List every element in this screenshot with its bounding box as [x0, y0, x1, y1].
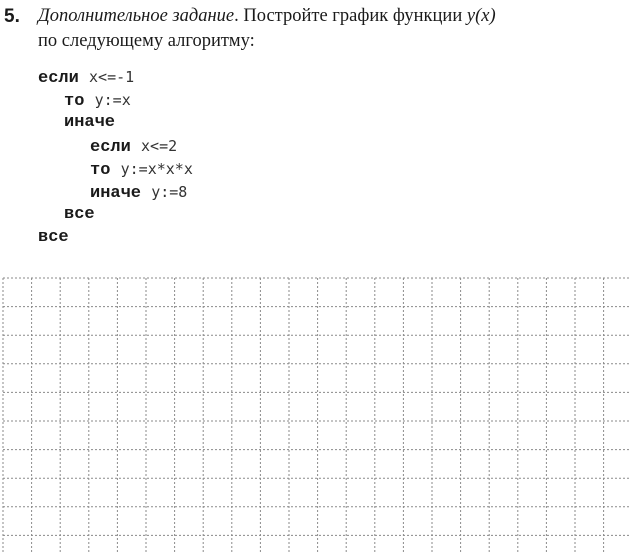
function-name: y(x)	[466, 6, 496, 26]
code-line-3	[64, 112, 115, 134]
code-line-7	[64, 204, 95, 226]
condition-2: x<=2	[141, 137, 178, 155]
task-instruction-line-1	[38, 4, 496, 29]
task-instruction-line-2: по следующему алгоритму:	[38, 31, 255, 51]
keyword-else-nested: иначе	[90, 184, 142, 203]
task-number: 5.	[4, 6, 20, 27]
code-line-4	[90, 135, 177, 159]
code-line-1	[38, 66, 134, 90]
task-instruction-text: . Постройте график функции	[234, 6, 463, 26]
task-italic-title: Дополнительное задание	[38, 6, 235, 26]
assignment-1: y:=x	[94, 91, 131, 109]
keyword-end-outer: все	[38, 228, 69, 247]
code-line-5	[90, 158, 193, 182]
graph-grid-area	[0, 266, 631, 553]
code-line-6	[90, 181, 187, 205]
condition-1: x<=-1	[89, 68, 135, 86]
keyword-if-nested: если	[90, 138, 131, 157]
code-line-2	[64, 89, 131, 113]
assignment-2: y:=x*x*x	[120, 160, 193, 178]
keyword-if: если	[38, 69, 79, 88]
keyword-then-nested: то	[90, 161, 111, 180]
keyword-end-inner: все	[64, 205, 95, 224]
keyword-then: то	[64, 92, 85, 111]
assignment-3: y:=8	[151, 183, 188, 201]
code-line-8	[38, 227, 69, 249]
graph-paper-grid	[0, 266, 631, 553]
keyword-else: иначе	[64, 113, 116, 132]
